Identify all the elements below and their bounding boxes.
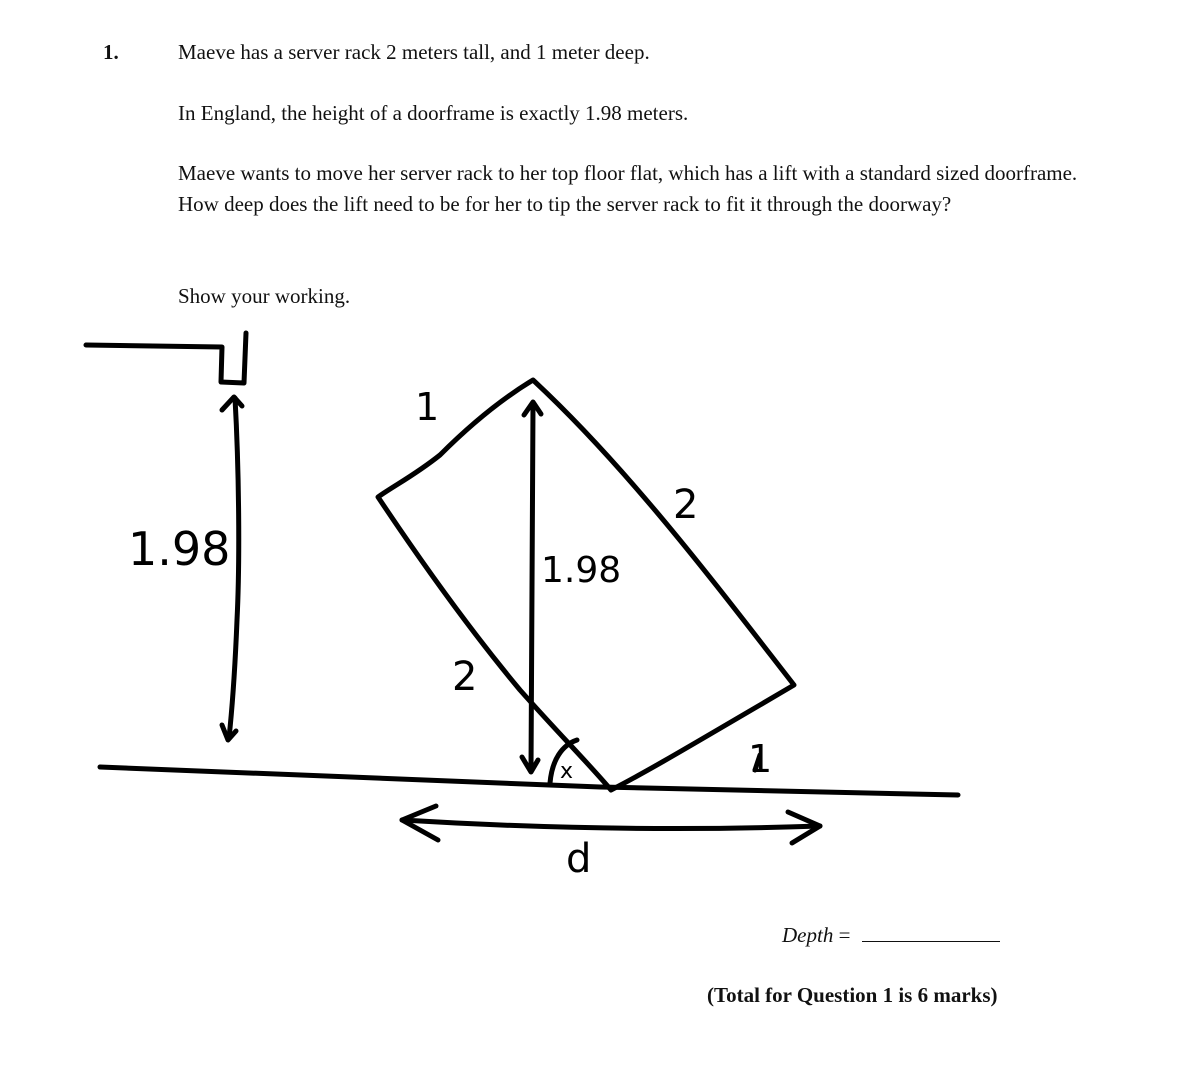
rack-vertical-label: 1.98 (541, 550, 622, 591)
question-number: 1. (103, 40, 119, 64)
depth-answer-row (782, 921, 1000, 948)
bottom-right-side-label: 1 (748, 737, 773, 781)
top-left-side-label: 1 (415, 385, 440, 429)
left-side-label: 2 (452, 654, 478, 700)
depth-answer-label: Depth (782, 923, 834, 947)
depth-arrow-shaft (402, 820, 820, 828)
question-paragraph: Maeve has a server rack 2 meters tall, and 1 meter deep. (178, 40, 650, 64)
door-height-label: 1.98 (128, 522, 231, 576)
door-height-arrowhead-top (222, 397, 242, 410)
depth-answer-blank[interactable] (862, 921, 1000, 942)
rack-height-arrow-shaft (531, 405, 533, 770)
total-marks: (Total for Question 1 is 6 marks) (707, 983, 998, 1007)
question-paragraph: Maeve wants to move her server rack to her top floor flat, which has a lift with a standard sized doorframe. How deep does the lift need to be for her to tip the server rack to fit it through the doorway? (178, 161, 1078, 216)
top-right-side-label: 2 (673, 482, 699, 528)
question-paragraph: In England, the height of a doorframe is exactly 1.98 meters. (178, 101, 689, 125)
depth-label: d (566, 836, 592, 882)
door-height-arrow-shaft (229, 398, 239, 738)
doorframe-top (86, 333, 246, 383)
angle-label: x (560, 759, 574, 784)
depth-equals-sign: = (838, 923, 851, 947)
show-working-instruction: Show your working. (178, 284, 351, 308)
